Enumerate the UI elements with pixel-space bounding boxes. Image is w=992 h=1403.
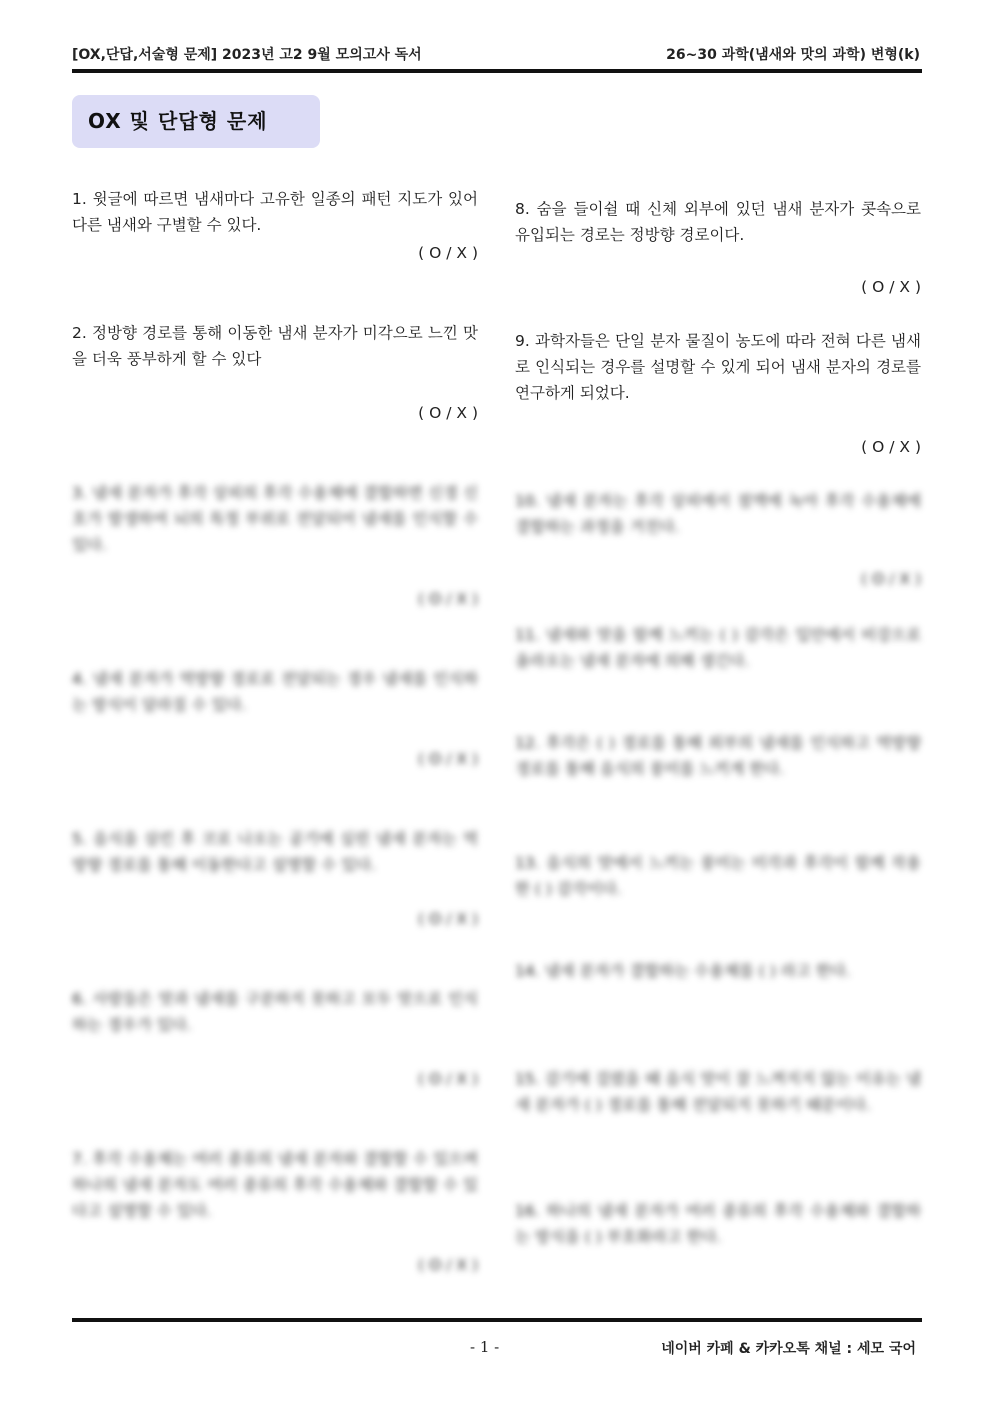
left-question-column [72, 0, 478, 1300]
question-15-text: 15. 감기에 걸렸을 때 음식 맛이 잘 느껴지지 않는 이유는 냄새 분자가 ( ) 경로를 통해 전달되지 못하기 때문이다. [515, 1070, 921, 1114]
question-4-ox-choice[interactable]: ( O / X ) [418, 750, 478, 768]
question-9-text: 9. 과학자들은 단일 분자 물질이 농도에 따라 전혀 다른 냄새로 인식되는 경우를 설명할 수 있게 되어 냄새 분자의 경로를 연구하게 되었다. [515, 332, 921, 402]
question-7-ox-choice[interactable]: ( O / X ) [418, 1256, 478, 1274]
question-2-ox-choice[interactable]: ( O / X ) [418, 404, 478, 422]
question-5-text: 5. 음식을 삼킨 후 코로 나오는 공기에 실린 냄새 분자는 역방향 경로를 통해 이동한다고 설명할 수 있다. [72, 830, 478, 874]
footer-channel-info: 네이버 카페 & 카카오톡 채널 : 세모 국어 [661, 1341, 916, 1357]
question-8-ox-choice[interactable]: ( O / X ) [861, 278, 921, 296]
question-3-text: 3. 냄새 분자가 후각 상피의 후각 수용체에 결합하면 신경 신호가 발생하여 뇌의 특정 부위로 전달되어 냄새를 인식할 수 있다. [72, 484, 478, 554]
question-3-ox-choice[interactable]: ( O / X ) [418, 590, 478, 608]
question-16-text: 16. 하나의 냄새 분자가 여러 종류의 후각 수용체와 결합하는 방식을 ( ) 부호화라고 한다. [515, 1202, 921, 1246]
page-number: - 1 - [470, 1338, 500, 1356]
question-10-text: 10. 냄새 분자는 후각 상피에서 점액에 녹아 후각 수용체에 결합하는 과정을 거친다. [515, 492, 921, 536]
document-header-title: [OX,단답,서술형 문제] 2023년 고2 9월 모의고사 독서 [72, 47, 422, 63]
document-header-subject: 26~30 과학(냄새와 맛의 과학) 변형(k) [666, 47, 920, 63]
section-title: OX 및 단답형 문제 [72, 95, 320, 148]
right-question-column [515, 0, 921, 1300]
question-4-text: 4. 냄새 분자가 역방향 경로로 전달되는 경우 냄새를 인식하는 방식이 달라질 수 있다. [72, 670, 478, 714]
question-2-text: 2. 정방향 경로를 통해 이동한 냄새 분자가 미각으로 느낀 맛을 더욱 풍부하게 할 수 있다 [72, 324, 478, 368]
question-6-text: 6. 사람들은 맛과 냄새를 구분하지 못하고 모두 맛으로 인식하는 경우가 있다. [72, 990, 478, 1034]
question-9-ox-choice[interactable]: ( O / X ) [861, 438, 921, 456]
question-6-ox-choice[interactable]: ( O / X ) [418, 1070, 478, 1088]
footer-divider [72, 1318, 922, 1322]
question-1-text: 1. 윗글에 따르면 냄새마다 고유한 일종의 패턴 지도가 있어 다른 냄새와 구별할 수 있다. [72, 190, 478, 234]
question-14-text: 14. 냄새 분자가 결합하는 수용체를 ( ) 라고 한다. [515, 962, 851, 980]
question-11-text: 11. 냄새와 맛을 함께 느끼는 ( ) 감각은 입안에서 비강으로 올라오는 냄새 분자에 의해 생긴다. [515, 626, 921, 670]
question-7-text: 7. 후각 수용체는 여러 종류의 냄새 분자와 결합할 수 있으며 하나의 냄새 분자도 여러 종류의 후각 수용체와 결합할 수 있다고 설명할 수 있다. [72, 1150, 478, 1220]
question-8-text: 8. 숨을 들이쉴 때 신체 외부에 있던 냄새 분자가 콧속으로 유입되는 경로는 정방향 경로이다. [515, 200, 921, 244]
question-1-ox-choice[interactable]: ( O / X ) [418, 244, 478, 262]
question-5-ox-choice[interactable]: ( O / X ) [418, 910, 478, 928]
question-12-text: 12. 후각은 ( ) 경로를 통해 외부의 냄새를 인식하고 역방향 경로를 통해 음식의 풍미를 느끼게 한다. [515, 734, 921, 778]
question-13-text: 13. 음식의 맛에서 느끼는 풍미는 미각과 후각이 함께 작용한 ( ) 감각이다. [515, 854, 921, 898]
question-10-ox-choice[interactable]: ( O / X ) [861, 570, 921, 588]
